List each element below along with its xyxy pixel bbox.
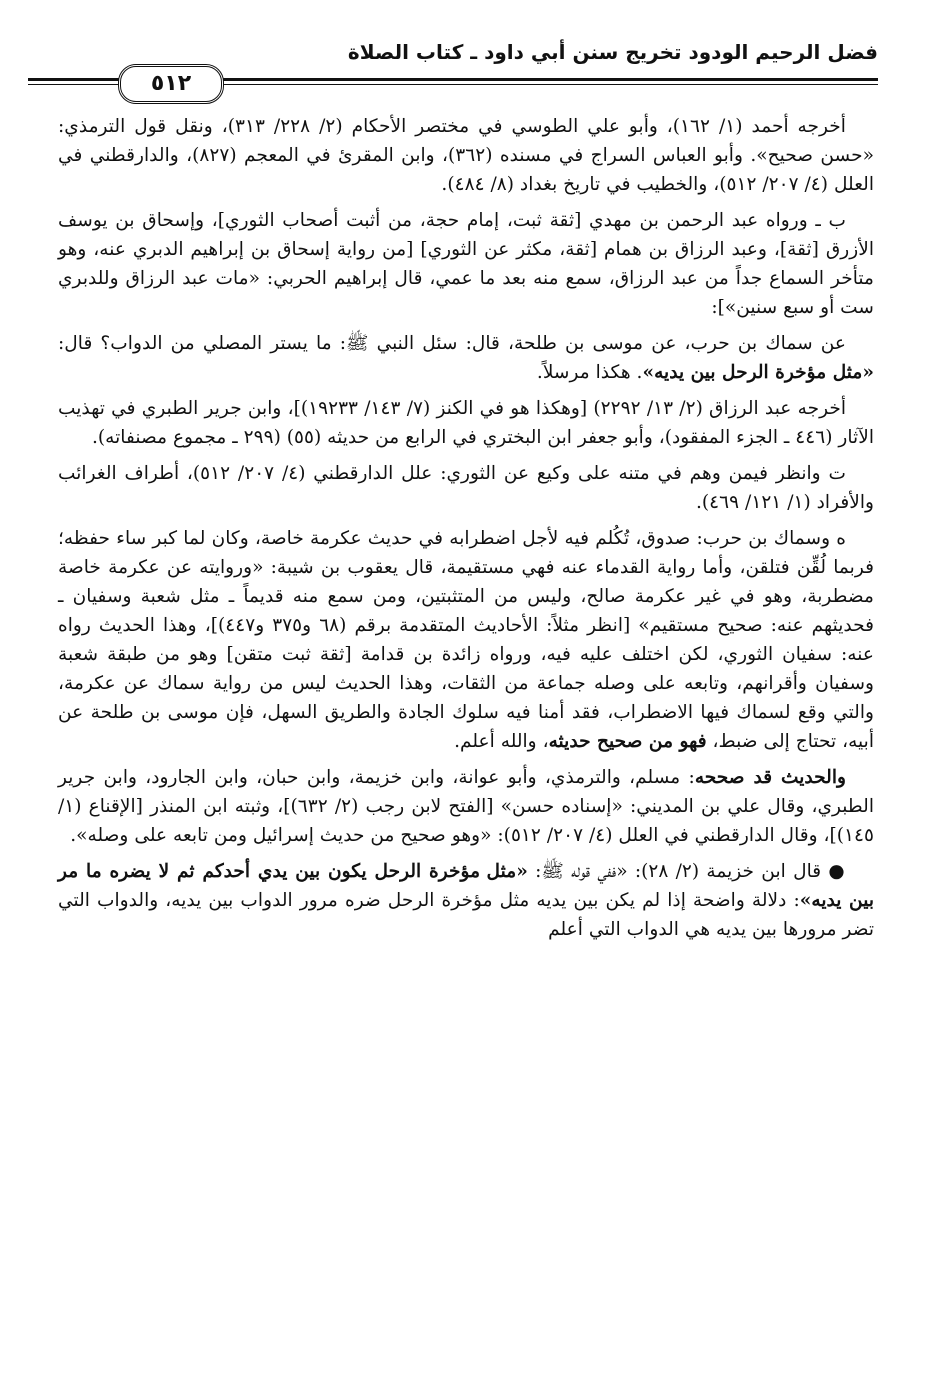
paragraph-7-text: : مسلم، والترمذي، وأبو عوانة، وابن خزيمة، وابن حبان، وابن الجارود، وابن جرير الطبري، وقال علي بن المديني: «إسناده حسن» [الفتح لابن رجب (٢/ ٦٣٢)]، وثبته ابن المنذر [الإقناع (١/ ١٤٥)]، وقال الدارقطني في العلل (٤/ ٢٠٧/ ٥١٢): «وهو صحيح من حديث إسرائيل ومن تابعه على وصله». bbox=[58, 767, 874, 846]
paragraph-3-text: عن سماك بن حرب، عن موسى بن طلحة، قال: سئل النبي ﷺ: ما يستر المصلي من الدواب؟ قال: bbox=[58, 333, 846, 354]
authentication-heading: والحديث قد صححه bbox=[694, 767, 846, 788]
paragraph-8 bbox=[58, 857, 874, 944]
paragraph-5: ت وانظر فيمن وهم في متنه على وكيع عن الثوري: علل الدارقطني (٤/ ٢٠٧/ ٥١٢)، أطراف الغرائب والأفراد (١/ ١٢١/ ٤٦٩). bbox=[58, 463, 874, 513]
paragraph-4: أخرجه عبد الرزاق (٢/ ١٣/ ٢٢٩٢) [وهكذا هو في الكنز (٧/ ١٤٣/ ١٩٢٣٣)]، وابن جرير الطبري في تهذيب الآثار (٤٤٦ ـ الجزء المفقود)، وأبو جعفر ابن البختري في الرابع من حديثه (٥٥) (٢٩٩ ـ مجموع مصنفاته). bbox=[58, 398, 874, 448]
hadith-quote-2: «مثل مؤخرة الرحل يكون بين يدي أحدكم ثم لا يضره ما مر بين يديه» bbox=[58, 861, 874, 911]
paragraph-6-tail: ، والله أعلم. bbox=[454, 731, 549, 752]
paragraph-6 bbox=[58, 524, 874, 756]
page-body bbox=[58, 112, 874, 951]
verdict-bold: فهو من صحيح حديثه bbox=[548, 731, 707, 752]
page-header bbox=[28, 32, 878, 96]
paragraph-3 bbox=[58, 329, 874, 387]
hadith-quote: «مثل مؤخرة الرحل بين يديه» bbox=[642, 362, 874, 383]
paragraph-2: ب ـ ورواه عبد الرحمن بن مهدي [ثقة ثبت، إمام حجة، من أثبت أصحاب الثوري]، وإسحاق بن يوسف الأزرق [ثقة]، وعبد الرزاق بن همام [ثقة، مكثر عن الثوري] [من رواية إسحاق بن إبراهيم الدبري عنه، وهو متأخر السماع جداً من عبد الرزاق، سمع منه بعد ما عمي، قال إبراهيم الحربي: «مات عبد الرزاق وللدبري ست أو سبع سنين»]: bbox=[58, 210, 874, 318]
paragraph-7 bbox=[58, 763, 874, 850]
paragraph-1: أخرجه أحمد (١/ ١٦٢)، وأبو علي الطوسي في مختصر الأحكام (٢/ ٢٢٨/ ٣١٣)، ونقل قول الترمذي: «حسن صحيح». وأبو العباس السراج في مسنده (٣٦٢)، وابن المقرئ في المعجم (٨٢٧)، والدارقطني في العلل (٤/ ٢٠٧/ ٥١٢)، والخطيب في تاريخ بغداد (٨/ ٤٨٤). bbox=[58, 116, 874, 195]
paragraph-8-tail: : دلالة واضحة إذا لم يكن بين يديه مثل مؤخرة الرحل ضره مرور الدواب بين يديه، والدواب التي تضر مرورها بين يديه هي الدواب التي أعلم bbox=[58, 890, 874, 940]
paragraph-8-text: ● قال ابن خزيمة (٢/ ٢٨): «ففي قوله ﷺ: bbox=[527, 861, 846, 882]
running-title: فضل الرحيم الودود تخريج سنن أبي داود ـ كتاب الصلاة bbox=[347, 40, 878, 64]
paragraph-6-text: ه وسماك بن حرب: صدوق، تُكُلم فيه لأجل اضطرابه في حديث عكرمة خاصة، وكان لما كبر ساء حفظه؛ فربما لُقِّن فتلقن، وأما رواية القدماء عنه فهي مستقيمة، قال يعقوب بن شيبة: «وروايته عن عكرمة خاصة مضطربة، وهو في غير عكرمة صالح، وليس من المتثبتين، ومن سمع منه قديماً ـ مثل شعبة وسفيان ـ فحديثهم عنه: صحيح مستقيم» [انظر مثلاً: الأحاديث المتقدمة برقم (٦٨ و٣٧٥ و٤٤٧)]، وهذا الحديث رواه عنه: سفيان الثوري، لكن اختلف عليه فيه، ورواه زائدة بن قدامة [ثقة ثبت متقن] وهو من طبقة شعبة وسفيان وأقرانهم، وتابعه على وصله جماعة من الثقات، وهذا الحديث ليس من رواية سماك عن عكرمة، والتي وقع لسماك فيها الاضطراب، فقد أمنا فيه سلوك الجادة والطريق السهل، فإن موسى بن طلحة عن أبيه، تحتاج إلى ضبط، bbox=[58, 528, 875, 752]
page-number: ٥١٢ bbox=[118, 64, 224, 104]
paragraph-3-tail: . هكذا مرسلاً. bbox=[536, 362, 643, 383]
